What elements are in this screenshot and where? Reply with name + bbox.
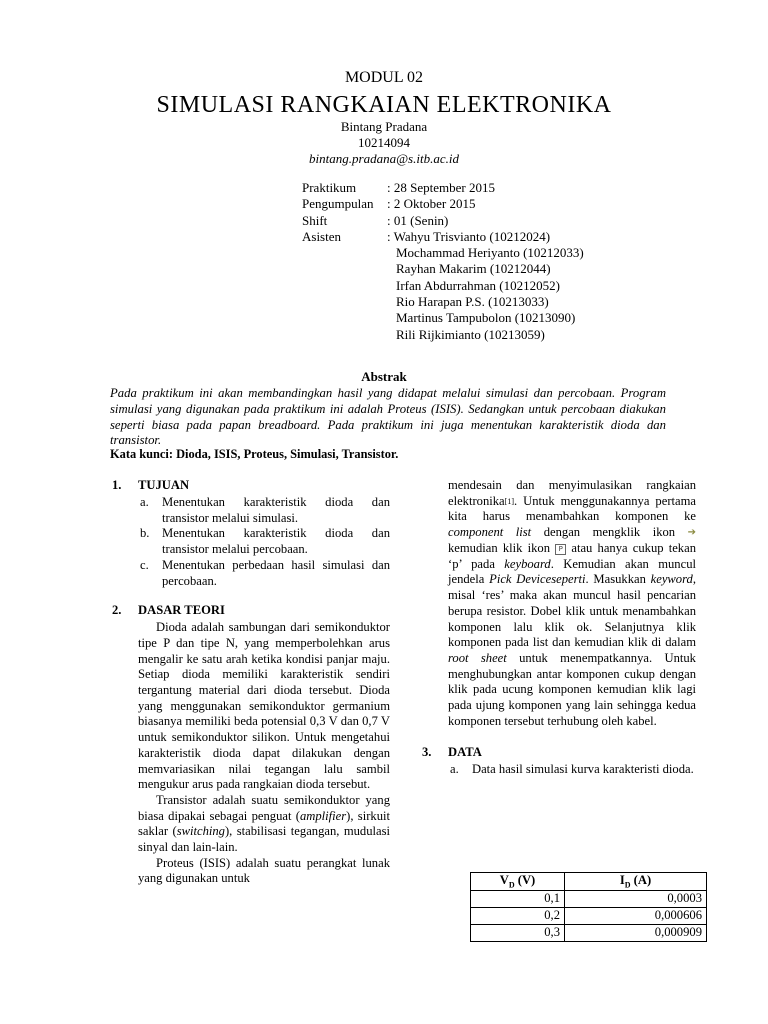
header-symbol: I xyxy=(619,873,625,887)
section-number: 3. xyxy=(422,744,432,759)
term-component-list: component list xyxy=(448,525,532,540)
header-symbol: V xyxy=(499,873,509,887)
list-text: Menentukan perbedaan hasil simulasi dan percobaan. xyxy=(162,557,390,588)
text-run: , misal ‘res’ maka akan muncul hasil pencarian berupa resistor. Dobel klik untuk menambahkan komponen lalu klik ok. Selanjutnya klik komponen pada list dan kemudian klik di dalam xyxy=(448,572,696,650)
section-heading-tujuan xyxy=(112,478,390,495)
table-row xyxy=(471,924,707,941)
author-name: Bintang Pradana xyxy=(340,119,428,134)
list-text: Menentukan karakteristik dioda dan transistor melalui simulasi. xyxy=(162,495,390,525)
list-marker: a. xyxy=(450,761,459,776)
list-text: Data hasil simulasi kurva karakteristi dioda. xyxy=(472,761,694,776)
term-pick-devices: Pick Deviceseperti xyxy=(489,572,586,587)
author-nim: 10214094 xyxy=(358,135,410,150)
section-title: DASAR TEORI xyxy=(138,603,225,618)
shift-value: : 01 (Senin) xyxy=(387,212,449,228)
header-subscript: D xyxy=(624,880,631,890)
paragraph-transistor xyxy=(112,793,390,856)
table-cell: 0,1 xyxy=(471,890,565,907)
text-run: atau hanya cukup tekan ‘p’ pada xyxy=(448,541,696,571)
pick-device-p-icon: P xyxy=(555,544,566,555)
header-subscript: D xyxy=(508,880,515,890)
author-block xyxy=(0,119,768,167)
section-title: TUJUAN xyxy=(138,478,190,492)
term-switching: switching xyxy=(176,824,225,839)
asisten-label: Asisten xyxy=(302,228,341,244)
list-item xyxy=(112,526,390,557)
section-number: 1. xyxy=(112,478,122,492)
praktikum-label: Praktikum xyxy=(302,180,357,195)
paragraph-dioda: Dioda adalah sambungan dari semikonduktor tipe P dan tipe N, yang memperbolehkan arus mengalir ke satu arah ketika kondisi panjar maju. Setiap dioda memiliki karakteristik sendiri tergantung material dari dioda tersebut. Dioda yang menggunakan semikonduktor germanium biasanya memiliki beda potensial 0,3 V dan 0,7 V untuk semikonduktor silikon. Untuk mengetahui karakteristik dioda dapat dilakukan dengan memvariasikan nilai tegangan lalu sambil mengukur arus pada rangkaian dioda tersebut. xyxy=(138,620,390,792)
list-item xyxy=(112,558,390,589)
list-marker: b. xyxy=(140,526,150,541)
header-unit: (V) xyxy=(514,873,536,887)
table-cell: 0,0003 xyxy=(565,890,707,907)
table-cell: 0,000909 xyxy=(565,924,707,941)
paragraph-proteus-continued xyxy=(422,478,696,730)
asisten-item: Rayhan Makarim (10212044) xyxy=(396,261,551,277)
author-email: bintang.pradana@s.itb.ac.id xyxy=(309,151,459,166)
section-heading-data xyxy=(422,745,696,762)
term-amplifier: amplifier xyxy=(299,808,347,823)
term-keyboard: keyboard xyxy=(504,556,551,571)
text-run: ), stabilisasi tegangan, mudulasi sinyal dan lain-lain. xyxy=(138,824,390,855)
asisten-item: Irfan Abdurrahman (10212052) xyxy=(396,277,560,293)
text-run: . Untuk menggunakannya pertama kita harus menambahkan komponen ke xyxy=(448,493,696,524)
table-header-vd xyxy=(471,873,565,891)
text-run: ), sirkuit saklar ( xyxy=(138,808,390,839)
table-row xyxy=(471,890,707,907)
table-cell: 0,2 xyxy=(471,907,565,924)
right-column xyxy=(422,478,696,777)
module-label: MODUL 02 xyxy=(344,69,424,86)
table-row xyxy=(471,907,707,924)
praktikum-value: : 28 September 2015 xyxy=(387,180,495,195)
diode-data-table xyxy=(470,872,707,942)
list-item xyxy=(112,495,390,526)
section-title: DATA xyxy=(448,744,482,759)
text-run: Transistor adalah suatu semikonduktor yang biasa dipakai sebagai penguat ( xyxy=(138,792,390,823)
abstract-heading: Abstrak xyxy=(361,369,407,384)
left-column xyxy=(112,478,390,887)
abstract-body: Pada praktikum ini akan membandingkan hasil yang didapat melalui simulasi dan percobaan. Program simulasi yang digunakan pada praktikum ini adalah Proteus (ISIS). Sedangkan untuk percobaan diakukan seperti biasa pada papan breadboard. Pada praktikum ini juga menentukan karakteristik dioda dan transistor. xyxy=(110,386,666,448)
text-run: . Masukkan xyxy=(585,572,651,587)
text-run: . Kemudian akan muncul jendela xyxy=(448,556,696,587)
text-run: mendesain dan menyimulasikan rangkaian elektronika xyxy=(448,478,696,508)
term-root-sheet: root sheet xyxy=(448,650,507,665)
table-header-row xyxy=(471,873,707,891)
list-item xyxy=(422,762,696,778)
table-cell: 0,000606 xyxy=(565,907,707,924)
section-number: 2. xyxy=(112,603,122,618)
table-cell: 0,3 xyxy=(471,924,565,941)
section-heading-dasar-teori xyxy=(112,603,390,620)
text-run: kemudian klik ikon xyxy=(448,541,556,556)
pengumpulan-label: Pengumpulan xyxy=(302,196,374,212)
header-unit: (A) xyxy=(630,873,652,887)
pengumpulan-value: : 2 Oktober 2015 xyxy=(387,196,476,212)
component-arrow-icon: ➔ xyxy=(687,527,696,539)
list-marker: c. xyxy=(140,557,149,572)
asisten-item: Mochammad Heriyanto (10212033) xyxy=(396,245,584,261)
document-title: SIMULASI RANGKAIAN ELEKTRONIKA xyxy=(156,92,612,118)
list-marker: a. xyxy=(140,495,149,509)
list-text: Menentukan karakteristik dioda dan transistor melalui percobaan. xyxy=(162,526,390,557)
shift-label: Shift xyxy=(302,212,328,228)
paragraph-proteus: Proteus (ISIS) adalah suatu perangkat lunak yang digunakan untuk xyxy=(138,855,390,886)
asisten-item: Rili Rijkimianto (10213059) xyxy=(396,326,545,342)
keywords: Kata kunci: Dioda, ISIS, Proteus, Simulasi, Transistor. xyxy=(110,447,399,461)
table-header-id xyxy=(565,873,707,891)
asisten-item: : Wahyu Trisvianto (10212024) xyxy=(387,228,551,244)
asisten-item: Rio Harapan P.S. (10213033) xyxy=(396,294,549,310)
citation: [1] xyxy=(504,496,514,506)
asisten-item: Martinus Tampubolon (10213090) xyxy=(396,310,576,326)
term-keyword: keyword xyxy=(650,572,693,587)
text-run: untuk menempatkannya. Untuk menghubungkan antar komponen cukup dengan klik pada ucung komponen kemudian klik lagi pada ujung komponen yang lain sehingga kedua komponen tersebut terhubung oleh kabel. xyxy=(448,650,696,728)
text-run: dengan mengklik ikon xyxy=(531,525,688,540)
